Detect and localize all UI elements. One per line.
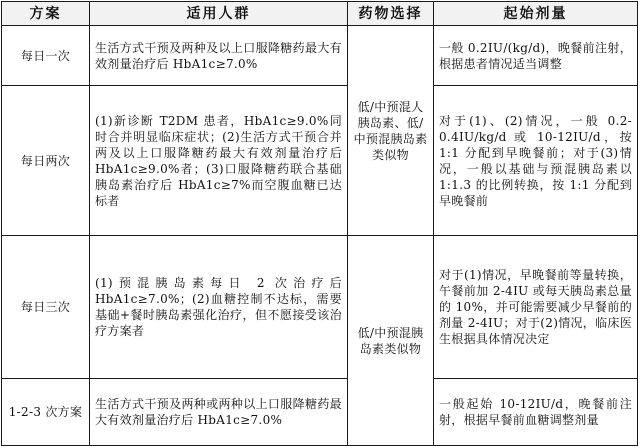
dose-cell: 一般起始 10-12IU/d，晚餐前注射，根据早餐前血糖调整剂量 — [434, 378, 638, 445]
dose-cell: 对于(1)、(2)情况，一般 0.2-0.4IU/kg/d 或 10-12IU/d，按 1:1 分配到早晚餐前；对于(3)情况，一般以基础与预混胰岛素以 1:1.3 的比例转换，按 1:1 分配到早晚餐前 — [434, 86, 638, 236]
table-header-row — [2, 2, 638, 26]
scheme-cell: 每日两次 — [2, 86, 90, 236]
population-cell: 生活方式干预及两种或两种以上口服降糖药最大有效剂量治疗后 HbA1c≥7.0% — [90, 378, 348, 445]
population-cell: 生活方式干预及两种及以上口服降糖药最大有效剂量治疗后 HbA1c≥7.0% — [90, 26, 348, 86]
insulin-regimen-table — [1, 1, 638, 446]
header-dose: 起始剂量 — [434, 2, 638, 26]
scheme-cell: 每日三次 — [2, 236, 90, 378]
dose-cell: 一般 0.2IU/(kg/d)，晚餐前注射，根据患者情况适当调整 — [434, 26, 638, 86]
scheme-cell: 每日一次 — [2, 26, 90, 86]
table-row — [2, 236, 638, 378]
table-row — [2, 378, 638, 445]
table-row — [2, 86, 638, 236]
scheme-cell: 1-2-3 次方案 — [2, 378, 90, 445]
population-cell: (1)预混胰岛素每日 2 次治疗后 HbA1c≥7.0%；(2)血糖控制不达标，需要基础+餐时胰岛素强化治疗，但不愿接受该治疗方案者 — [90, 236, 348, 378]
header-population: 适用人群 — [90, 2, 348, 26]
population-cell: (1)新诊断 T2DM 患者，HbA1c≥9.0%同时合并明显临床症状；(2)生活方式干预合并两及以上口服降糖药最大有效剂量治疗后 HbA1c≥9.0%者；(3)口服降糖药联合基础胰岛素治疗后 HbA1c≥7%而空腹血糖已达标者 — [90, 86, 348, 236]
dose-cell: 对于(1)情况，早晚餐前等量转换，午餐前加 2-4IU 或每天胰岛素总量的 10%，并可能需要减少早餐前的剂量 2-4IU；对于(2)情况，临床医生根据具体情况决定 — [434, 236, 638, 378]
header-drug: 药物选择 — [348, 2, 434, 26]
drug-cell: 低/中预混人胰岛素、低/中预混胰岛素类似物 — [348, 26, 434, 236]
drug-cell: 低/中预混胰岛素类似物 — [348, 236, 434, 446]
header-scheme: 方案 — [2, 2, 90, 26]
table-row — [2, 26, 638, 86]
